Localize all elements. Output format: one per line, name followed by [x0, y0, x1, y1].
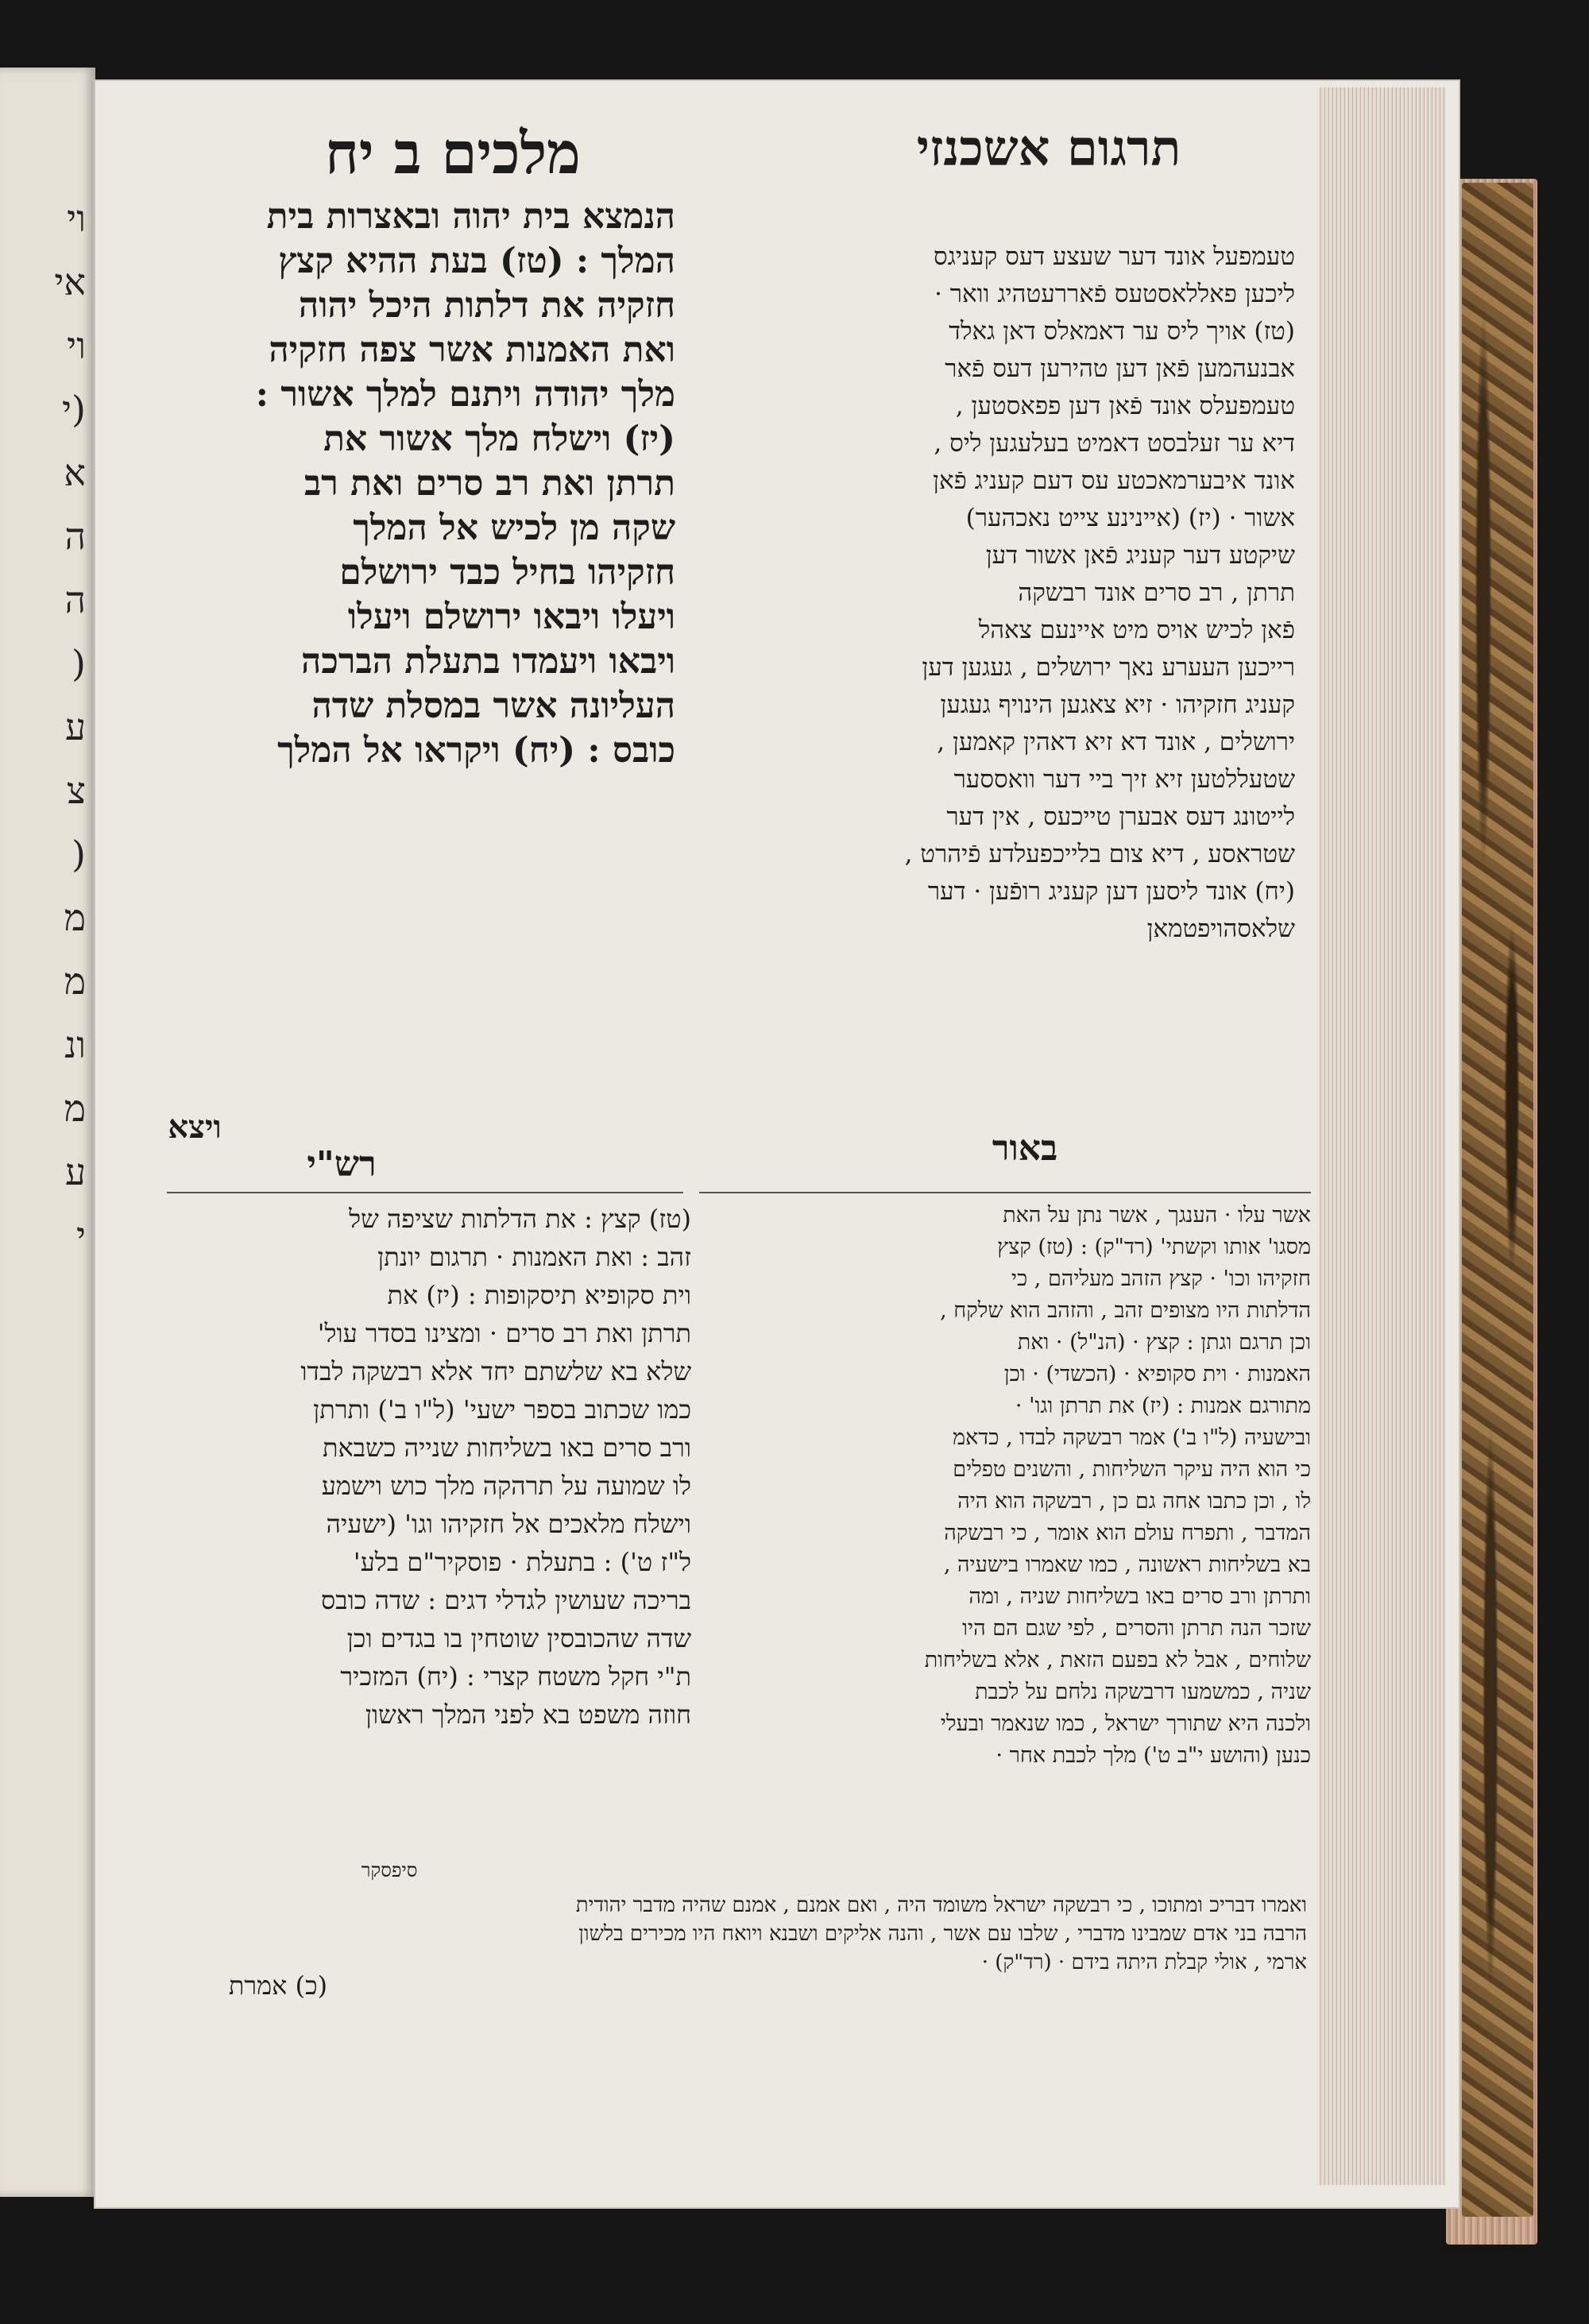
marbled-cover — [1462, 183, 1533, 2217]
rashi-line: תרתן ואת רב סרים · ומצינו בסדר עול' — [317, 1318, 691, 1348]
page-stack-edge — [1319, 87, 1446, 2185]
rashi-line: ל"ז ט') : בתעלת · פוסקיר"ם בלע' — [353, 1547, 691, 1577]
rashi-line: שלא בא שלשתם יחד אלא רבשקה לבדו — [300, 1356, 691, 1386]
bieur-line: ובישעיה (ל"ו ב') אמר רבשקה לבדו , כדאמ — [953, 1425, 1311, 1450]
catchword-rashi: סיפסקר — [361, 1859, 418, 1881]
translation-line: קעניג חזקיהו · זיא צאגען הינויף געגען — [940, 690, 1295, 719]
translation-line: אבנעהמען פֿאן דען טהירען דעס פֿאר — [945, 354, 1295, 383]
translation-line: שטעללטען זיא זיך ביי דער וואססער — [953, 765, 1295, 794]
scripture-line: ויעלו ויבאו ירושלם ויעלו — [347, 597, 675, 637]
catchword-main: ויצא — [168, 1108, 222, 1146]
left-page-text — [6, 187, 86, 1267]
running-header-left: מלכים ב יח — [325, 119, 581, 187]
left-page-fragment-line: (י — [61, 388, 86, 431]
left-page-fragment-line: ונ — [64, 1023, 86, 1066]
translation-line: דיא ער זעלבסט דאמיט בעלעגען ליס , — [934, 429, 1295, 458]
rashi-line: ת"י חקל משטח קצרי : (יח) המזכיר — [340, 1661, 691, 1692]
left-page-fragment-line: ה — [64, 515, 86, 558]
scripture-line: כובס : (יח) ויקראו אל המלך — [277, 730, 675, 771]
bieur-line: מסגו' אותו וקשתי' (רד"ק) : (טז) קצץ — [997, 1235, 1311, 1259]
running-header-right: תרגום אשכנזי — [916, 119, 1181, 177]
rashi-line: בריכה שעושין לגדלי דגים : שדה כובס — [320, 1585, 691, 1615]
scripture-line: העליונה אשר במסלת שדה — [311, 686, 675, 726]
left-page-fragment-line: וי — [67, 197, 86, 240]
left-page-fragment-line: ה — [64, 578, 86, 621]
bieur-line: שניה , כמשמעו דרבשקה נלחם על לכבת — [975, 1680, 1311, 1704]
translation-column — [707, 238, 1295, 948]
translation-line: טעמפעלס אונד פֿאן דען פפאסטען , — [955, 392, 1295, 420]
footnote-line: ארמי , אולי קבלת היתה בידם · (רד"ק) · — [981, 1951, 1307, 1974]
bieur-line: וכן תרגם וגתן : קצץ · (הנ"ל) · ואת — [1017, 1330, 1311, 1355]
scripture-line: הנמצא בית יהוה ובאצרות בית — [266, 196, 675, 237]
scripture-line: חזקיהו בחיל כבד ירושלם — [339, 552, 675, 593]
bieur-commentary — [699, 1200, 1311, 1772]
left-page-fragment-line: אי — [54, 261, 86, 304]
scripture-line: חזקיה את דלתות היכל יהוה — [298, 285, 675, 326]
translation-line: לייטונג דעס אבערן טייכעס , אין דער — [946, 802, 1295, 831]
left-page-fragment-line: י — [75, 1214, 86, 1257]
bieur-line: שזכר הנה תרתן והסרים , לפי שגם הם היו — [962, 1616, 1311, 1641]
translation-line: שלאסהויפטמאן — [1146, 915, 1295, 943]
section-divider — [167, 1192, 683, 1193]
rashi-line: (טז) קצץ : את הדלתות שציפה של — [349, 1204, 691, 1234]
footnote-line: הרבה בני אדם שמבינו מדברי , שלבו עם אשר , והנה אליקים ושבנא ויואח היו מכירים בלשון — [578, 1922, 1307, 1946]
translation-line: (טז) אויך ליס ער דאמאלס דאן גאלד — [949, 317, 1295, 346]
rashi-line: ורב סרים באו בשליחות שנייה כשבאת — [322, 1433, 691, 1463]
footnote-block — [163, 1891, 1307, 1977]
bieur-line: לו , וכן כתבו אחה גם כן , רבשקה הוא היה — [957, 1489, 1311, 1514]
scripture-line: ואת האמנות אשר צפה חזקיה — [269, 330, 675, 370]
bieur-line: בא בשליחות ראשונה , כמו שאמרו בישעיה , — [943, 1553, 1311, 1577]
translation-line: אשור · (יז) (איינינע צייט נאכהער) — [965, 504, 1295, 532]
bieur-line: ולכנה היא שתורך ישראל , כמו שנאמר ובעלי — [940, 1711, 1311, 1736]
catchword-bottom: (כ) אמרת — [228, 1970, 328, 2001]
scripture-line: מלך יהודה ויתנם למלך אשור : — [255, 374, 675, 415]
translation-line: שטראסע , דיא צום בלייכפעלדע פֿיהרט , — [904, 840, 1295, 868]
left-page-fragment — [0, 68, 95, 2197]
bieur-line: כי הוא היה עיקר השליחות , והשנים טפלים — [953, 1457, 1311, 1482]
translation-line: טעמפעל אונד דער שעצע דעס קעניגס — [934, 242, 1295, 271]
scripture-line: ויבאו ויעמדו בתעלת הברכה — [301, 641, 675, 682]
section-divider — [699, 1192, 1311, 1193]
scripture-line: המלך : (טז) בעת ההיא קצץ — [278, 241, 675, 281]
left-page-fragment-line: ע — [64, 706, 86, 748]
bieur-heading: באור — [992, 1128, 1058, 1169]
left-page-fragment-line: צ — [66, 769, 86, 812]
translation-line: (יח) אונד ליסען דען קעניג רופֿען · דער — [927, 877, 1295, 906]
rashi-line: זהב : ואת האמנות · תרגום יונתן — [377, 1242, 691, 1272]
rashi-heading: רש"י — [307, 1144, 377, 1185]
left-page-fragment-line: וי — [67, 324, 86, 367]
scripture-line: שקה מן לכיש אל המלך — [353, 508, 675, 548]
bieur-line: האמנות · וית סקופיא · (הכשדי) · וכן — [1003, 1362, 1311, 1386]
left-page-fragment-line: ע — [64, 1150, 86, 1193]
left-page-fragment-line: מ — [64, 896, 86, 939]
left-page-fragment-line: מ — [64, 1087, 86, 1130]
scripture-line: תרתן ואת רב סרים ואת רב — [303, 463, 675, 504]
rashi-line: חוזה משפט בא לפני המלך ראשון — [365, 1699, 691, 1730]
translation-line: ליכען פאללאסטעס פֿאררעטהיג וואר · — [934, 280, 1295, 308]
left-page-fragment-line: א — [64, 451, 86, 494]
bieur-line: כנען (והושע י"ב ט') מלך לכבת אחר · — [996, 1743, 1311, 1768]
scripture-line: (יז) וישלח מלך אשור את — [323, 419, 675, 459]
rashi-line: שדה שהכובסין שוטחין בו בגדים וכן — [346, 1623, 691, 1653]
left-page-fragment-line: ( — [72, 833, 86, 876]
rashi-line: וית סקופיא תיסקופות : (יז) את — [387, 1280, 691, 1310]
bieur-line: מתורגם אמנות : (יז) את תרתן וגו' · — [1015, 1394, 1311, 1418]
bieur-line: אשר עלו · הענגך , אשר נתן על האת — [1003, 1203, 1311, 1228]
bieur-line: שלוחים , אבל לא בפעם הזאת , אלא בשליחות — [924, 1648, 1311, 1672]
translation-line: רייכען העערע נאך ירושלים , געגען דען — [922, 653, 1295, 682]
left-page-fragment-line: ( — [72, 642, 86, 685]
bieur-line: המדבר , ותפרח עולם הוא אומר , כי רבשקה — [944, 1521, 1311, 1545]
bieur-line: ותרתן ורב סרים באו בשליחות שניה , ומה — [968, 1584, 1311, 1609]
translation-line: פֿאן לכיש אויס מיט איינעם צאהל — [978, 616, 1295, 644]
translation-line: ירושלים , אונד דא זיא דאהין קאמען , — [937, 728, 1295, 756]
rashi-commentary — [163, 1200, 691, 1734]
bieur-line: חזקיהו וכו' · קצץ הזהב מעליהם , כי — [1011, 1266, 1311, 1291]
translation-line: שיקטע דער קעניג פֿאן אשור דען — [985, 541, 1295, 570]
footnote-line: ואמרו דבריכ ומתוכו , כי רבשקה ישראל משומד היה , ואם אמנם , אמנם שהיה מדבר יהודית — [575, 1893, 1307, 1917]
translation-line: תרתן , רב סרים אונד רבשקה — [1018, 578, 1295, 607]
translation-line: אונד איבערמאכטע עס דעם קעניג פֿאן — [933, 466, 1295, 495]
rashi-line: וישלח מלאכים אל חזקיהו וגו' (ישעיה — [326, 1509, 691, 1539]
rashi-line: לו שמועה על תרהקה מלך כוש וישמע — [321, 1471, 691, 1501]
scripture-text-column — [159, 195, 675, 773]
left-page-fragment-line: מ — [64, 960, 86, 1003]
rashi-line: כמו שכתוב בספר ישעי' (ל"ו ב') ותרתן — [313, 1394, 691, 1425]
bieur-line: הדלתות היו מצופים זהב , והזהב הוא שלקח , — [940, 1298, 1311, 1323]
